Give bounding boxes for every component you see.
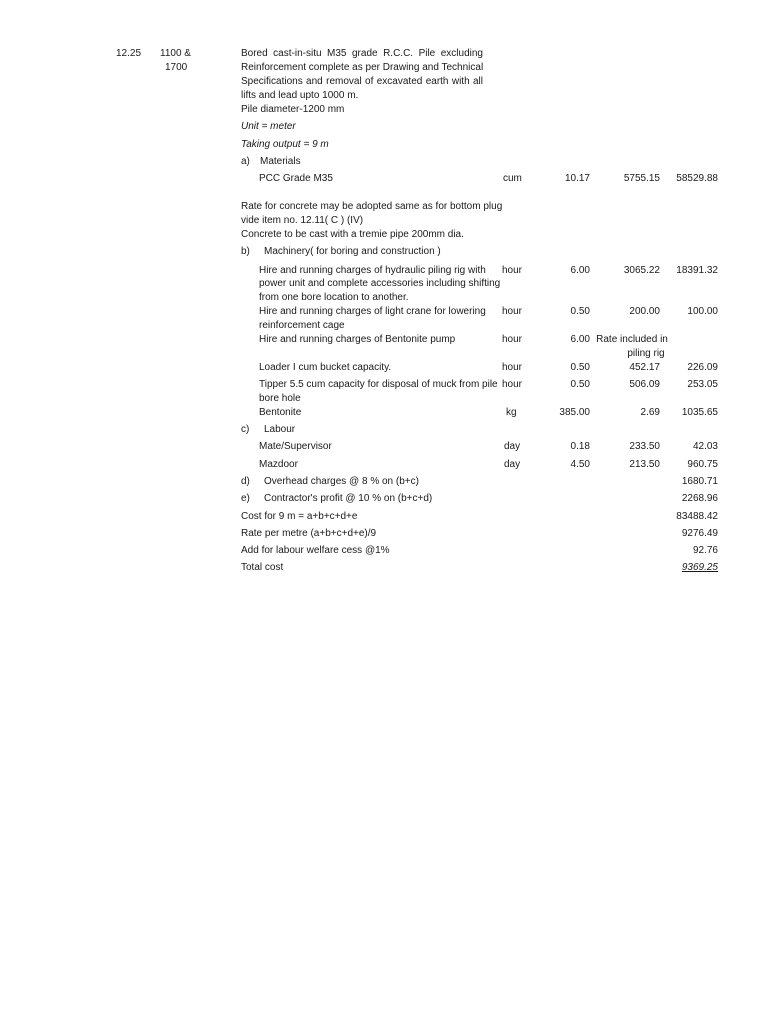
machinery-description: bore hole	[259, 393, 301, 404]
machinery-amount: 226.09	[687, 362, 718, 373]
labour-description: Mazdoor	[259, 459, 298, 470]
labour-unit: day	[504, 459, 521, 470]
material-unit: cum	[503, 173, 522, 184]
machinery-description: Loader I cum bucket capacity.	[259, 362, 392, 373]
labour-rate: 213.50	[629, 459, 660, 470]
material-amount: 58529.88	[676, 173, 718, 184]
note-line: Rate for concrete may be adopted same as for bottom plug	[241, 201, 503, 212]
machinery-amount: 100.00	[687, 306, 718, 317]
machinery-rate-note: piling rig	[627, 348, 665, 359]
section-label-c: c)	[241, 424, 250, 435]
section-label-d: d)	[241, 476, 250, 487]
section-label-a: a)	[241, 156, 250, 167]
machinery-amount: 18391.32	[676, 265, 718, 276]
machinery-rate: 452.17	[629, 362, 660, 373]
machinery-description: from one bore location to another.	[259, 292, 409, 303]
labour-amount: 960.75	[687, 459, 718, 470]
profit-amount: 2268.96	[681, 493, 718, 504]
labour-amount: 42.03	[692, 441, 718, 452]
material-quantity: 10.17	[564, 173, 590, 184]
machinery-unit: kg	[506, 407, 517, 418]
machinery-rate: 2.69	[640, 407, 660, 418]
machinery-quantity: 6.00	[570, 265, 590, 276]
machinery-unit: hour	[502, 265, 523, 276]
cost-for-9m: Cost for 9 m = a+b+c+d+e	[241, 511, 358, 522]
description-line: Specifications and removal of excavated earth with all	[241, 76, 483, 87]
description-line: Reinforcement complete as per Drawing and Technical	[241, 62, 484, 73]
machinery-description: Tipper 5.5 cum capacity for disposal of muck from pile	[259, 379, 498, 390]
rate-per-metre: Rate per metre (a+b+c+d+e)/9	[241, 528, 377, 539]
note-line: Concrete to be cast with a tremie pipe 200mm dia.	[241, 229, 464, 240]
note-line: vide item no. 12.11( C ) (IV)	[241, 215, 364, 226]
labour-quantity: 4.50	[570, 459, 590, 470]
total-cost-label: Total cost	[241, 562, 284, 573]
machinery-unit: hour	[502, 362, 523, 373]
machinery-quantity: 6.00	[570, 334, 590, 345]
labour-quantity: 0.18	[570, 441, 590, 452]
rate-per-metre-amount: 9276.49	[681, 528, 718, 539]
machinery-rate: 506.09	[629, 379, 660, 390]
machinery-description: reinforcement cage	[259, 320, 345, 331]
profit-description: Contractor's profit @ 10 % on (b+c+d)	[264, 493, 433, 504]
machinery-unit: hour	[502, 306, 523, 317]
machinery-quantity: 385.00	[559, 407, 590, 418]
description-line: Bored cast-in-situ M35 grade R.C.C. Pile excluding	[241, 48, 483, 59]
machinery-description: Hire and running charges of light crane for lowering	[259, 306, 486, 317]
unit-text: Unit = meter	[241, 121, 296, 132]
machinery-rate: 3065.22	[623, 265, 660, 276]
labour-rate: 233.50	[629, 441, 660, 452]
section-title-machinery: Machinery( for boring and construction )	[264, 246, 441, 257]
item-reference-line2: 1700	[165, 62, 188, 73]
machinery-description: Bentonite	[259, 407, 302, 418]
machinery-quantity: 0.50	[570, 306, 590, 317]
machinery-unit: hour	[502, 334, 523, 345]
welfare-cess-amount: 92.76	[692, 545, 718, 556]
material-rate: 5755.15	[623, 173, 660, 184]
description-line: lifts and lead upto 1000 m.	[241, 90, 359, 101]
overhead-description: Overhead charges @ 8 % on (b+c)	[264, 476, 419, 487]
machinery-rate: 200.00	[629, 306, 660, 317]
section-title-labour: Labour	[264, 424, 296, 435]
cost-for-9m-amount: 83488.42	[676, 511, 718, 522]
welfare-cess: Add for labour welfare cess @1%	[241, 545, 390, 556]
total-cost-amount: 9369.25	[681, 562, 718, 573]
output-text: Taking output = 9 m	[241, 139, 329, 150]
machinery-quantity: 0.50	[570, 362, 590, 373]
section-title-materials: Materials	[260, 156, 301, 167]
machinery-description: Hire and running charges of Bentonite pump	[259, 334, 456, 345]
section-label-b: b)	[241, 246, 250, 257]
section-label-e: e)	[241, 493, 250, 504]
machinery-description: power unit and complete accessories including shifting	[259, 278, 501, 289]
item-number: 12.25	[116, 48, 142, 59]
labour-unit: day	[504, 441, 521, 452]
machinery-description: Hire and running charges of hydraulic piling rig with	[259, 265, 486, 276]
machinery-unit: hour	[502, 379, 523, 390]
machinery-rate-note: Rate included in	[596, 334, 668, 345]
pile-diameter: Pile diameter-1200 mm	[241, 104, 345, 115]
machinery-amount: 1035.65	[681, 407, 718, 418]
labour-description: Mate/Supervisor	[259, 441, 332, 452]
item-reference-line1: 1100 &	[160, 48, 191, 59]
machinery-amount: 253.05	[687, 379, 718, 390]
overhead-amount: 1680.71	[681, 476, 718, 487]
machinery-quantity: 0.50	[570, 379, 590, 390]
material-description: PCC Grade M35	[259, 173, 333, 184]
